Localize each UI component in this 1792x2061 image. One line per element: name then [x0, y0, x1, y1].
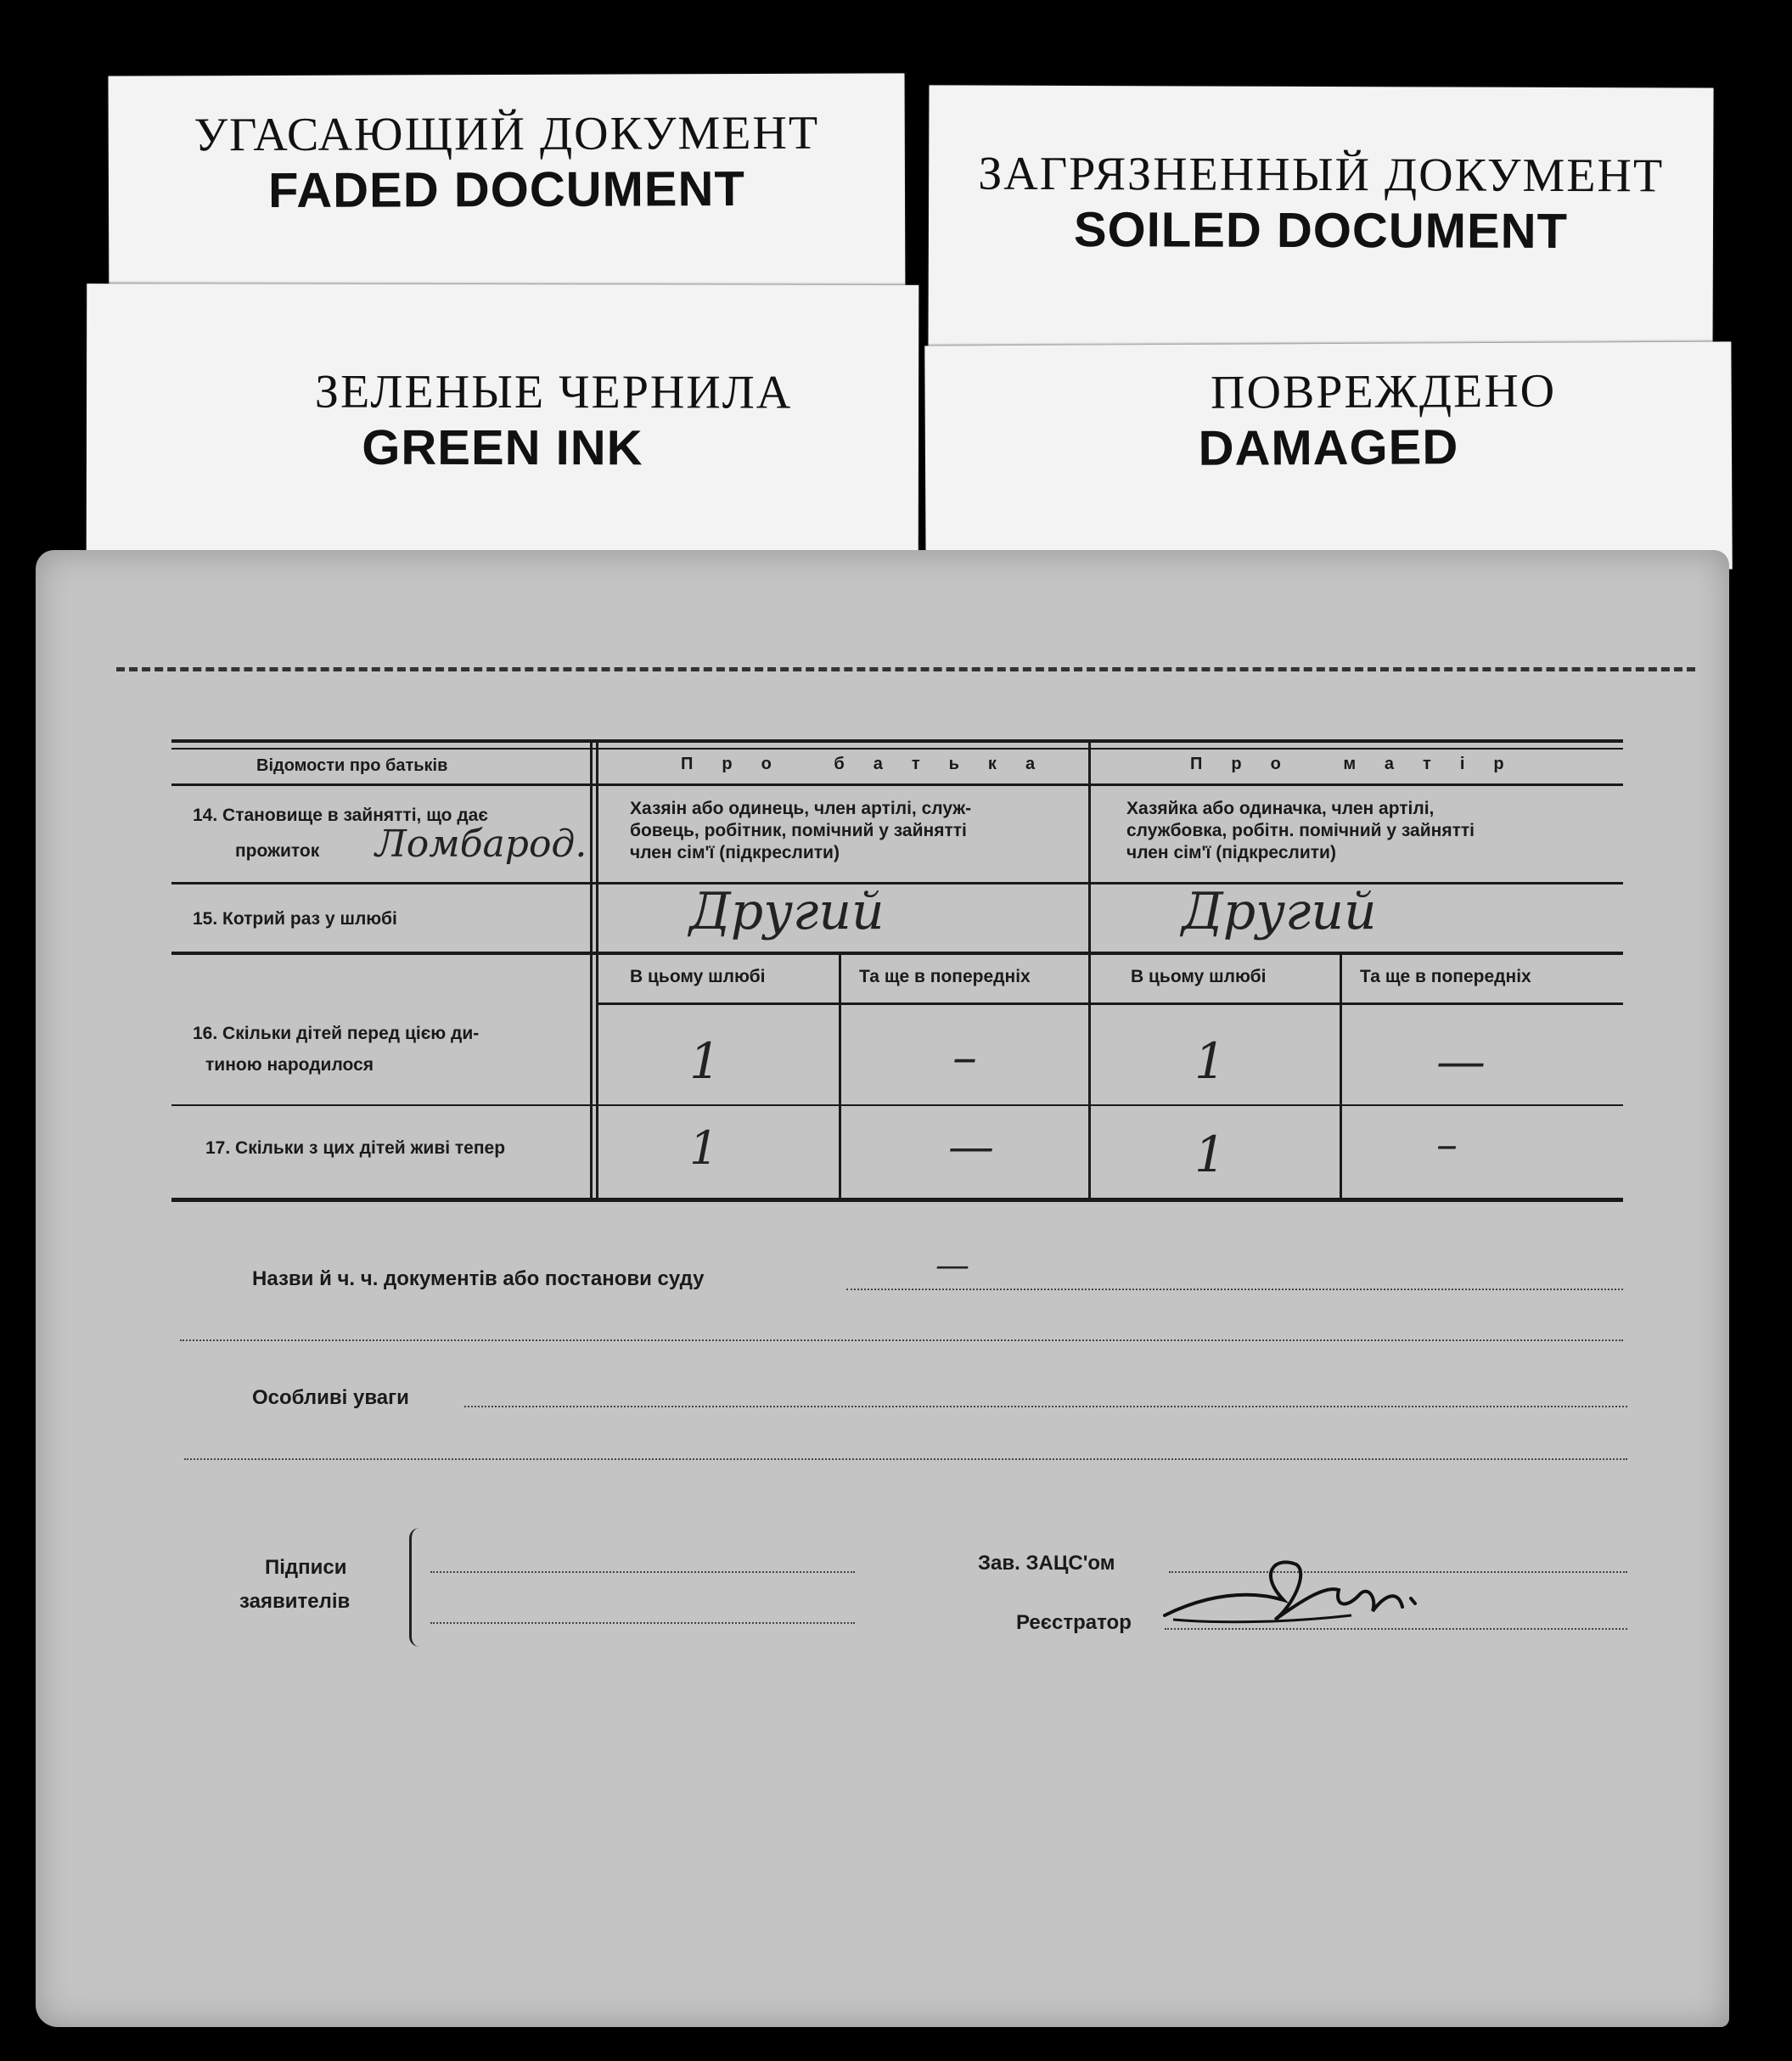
header-parents-info: Відомости про батьків: [256, 756, 448, 775]
row15-mother-handwritten: Другий: [1182, 882, 1377, 941]
signatures-label: Підписи: [265, 1556, 347, 1579]
registry-form-sheet: [36, 550, 1729, 2027]
row15-father-handwritten: Другий: [689, 882, 885, 941]
subheader-father-this-marriage: В цьому шлюбі: [630, 967, 766, 986]
row17-father-this: 1: [689, 1121, 719, 1175]
row14-label: 14. Становище в зайнятті, що дає: [193, 806, 488, 825]
card-ru-text: ЗЕЛЕНЫЕ ЧЕРНИЛА: [314, 365, 793, 419]
documents-line-2: [180, 1339, 1623, 1341]
row14-mother-options-2: службовка, робітн. помічний у зайнятті: [1126, 821, 1475, 840]
row16-mother-this: 1: [1194, 1032, 1226, 1090]
documents-value: —: [935, 1246, 969, 1285]
subheader-mother-this-marriage: В цьому шлюбі: [1131, 967, 1267, 986]
applicant-signature-line-2: [430, 1622, 855, 1624]
card-en-text: GREEN INK: [362, 419, 643, 476]
row17-label: 17. Скільки з цих дітей живі тепер: [205, 1138, 506, 1158]
row14-mother-options: Хазяйка або одиначка, член артілі,: [1126, 799, 1435, 818]
row17-mother-this: 1: [1194, 1126, 1226, 1183]
registrar-label: Реєстратор: [1016, 1611, 1132, 1634]
subheader-father-previous: Та ще в попередніх: [859, 967, 1031, 986]
green-ink-card: [87, 284, 919, 565]
row14-father-options-3: член сім'ї (підкреслити): [630, 843, 840, 862]
soiled-document-card: [928, 85, 1713, 361]
notes-line: [464, 1406, 1627, 1407]
row14-handwritten-occupation: Ломбарод.: [375, 823, 587, 866]
notes-line-2: [184, 1458, 1627, 1460]
notes-label: Особливі уваги: [252, 1386, 409, 1409]
row16-label-2: тиною народилося: [205, 1055, 374, 1075]
row14-father-options: Хазяін або одинець, член артілі, служ-: [630, 799, 972, 818]
zags-head-label: Зав. ЗАЦС'ом: [978, 1552, 1115, 1575]
signatures-brace: [409, 1528, 429, 1647]
parents-info-table: [171, 739, 1623, 1202]
perforation-line: [116, 667, 1695, 671]
card-en-text: DAMAGED: [1198, 419, 1459, 476]
row16-mother-prev: —: [1436, 1032, 1486, 1090]
row14-mother-options-3: член сім'ї (підкреслити): [1126, 843, 1336, 862]
card-en-text: SOILED DOCUMENT: [1073, 201, 1569, 260]
row16-father-this: 1: [689, 1032, 721, 1090]
row15-label: 15. Котрий раз у шлюбі: [193, 909, 397, 929]
documents-label: Назви й ч. ч. документів або постанови суду: [252, 1267, 705, 1290]
card-ru-text: ЗАГРЯЗНЕННЫЙ ДОКУМЕНТ: [978, 147, 1665, 203]
row17-father-prev: —: [948, 1120, 994, 1173]
card-ru-text: ПОВРЕЖДЕНО: [1210, 364, 1557, 419]
row16-label: 16. Скільки дітей перед цією ди-: [193, 1024, 480, 1043]
faded-document-card: [109, 73, 906, 317]
row14-father-options-2: бовець, робітник, помічний у зайнятті: [630, 821, 967, 840]
signatures-label-2: заявителів: [239, 1590, 351, 1613]
subheader-mother-previous: Та ще в попередніх: [1360, 967, 1531, 986]
card-ru-text: УГАСАЮЩИЙ ДОКУМЕНТ: [194, 106, 820, 162]
header-mother: Про матір: [1190, 755, 1533, 773]
row14-label-2: прожиток: [235, 841, 320, 861]
card-en-text: FADED DOCUMENT: [267, 161, 745, 218]
documents-line: [846, 1289, 1623, 1290]
registrar-signature: [1156, 1547, 1436, 1641]
row16-father-prev: –: [952, 1028, 977, 1086]
damaged-card: [924, 342, 1732, 574]
row17-mother-prev: –: [1436, 1120, 1458, 1169]
applicant-signature-line: [430, 1571, 855, 1573]
header-father: Про батька: [681, 755, 1065, 773]
